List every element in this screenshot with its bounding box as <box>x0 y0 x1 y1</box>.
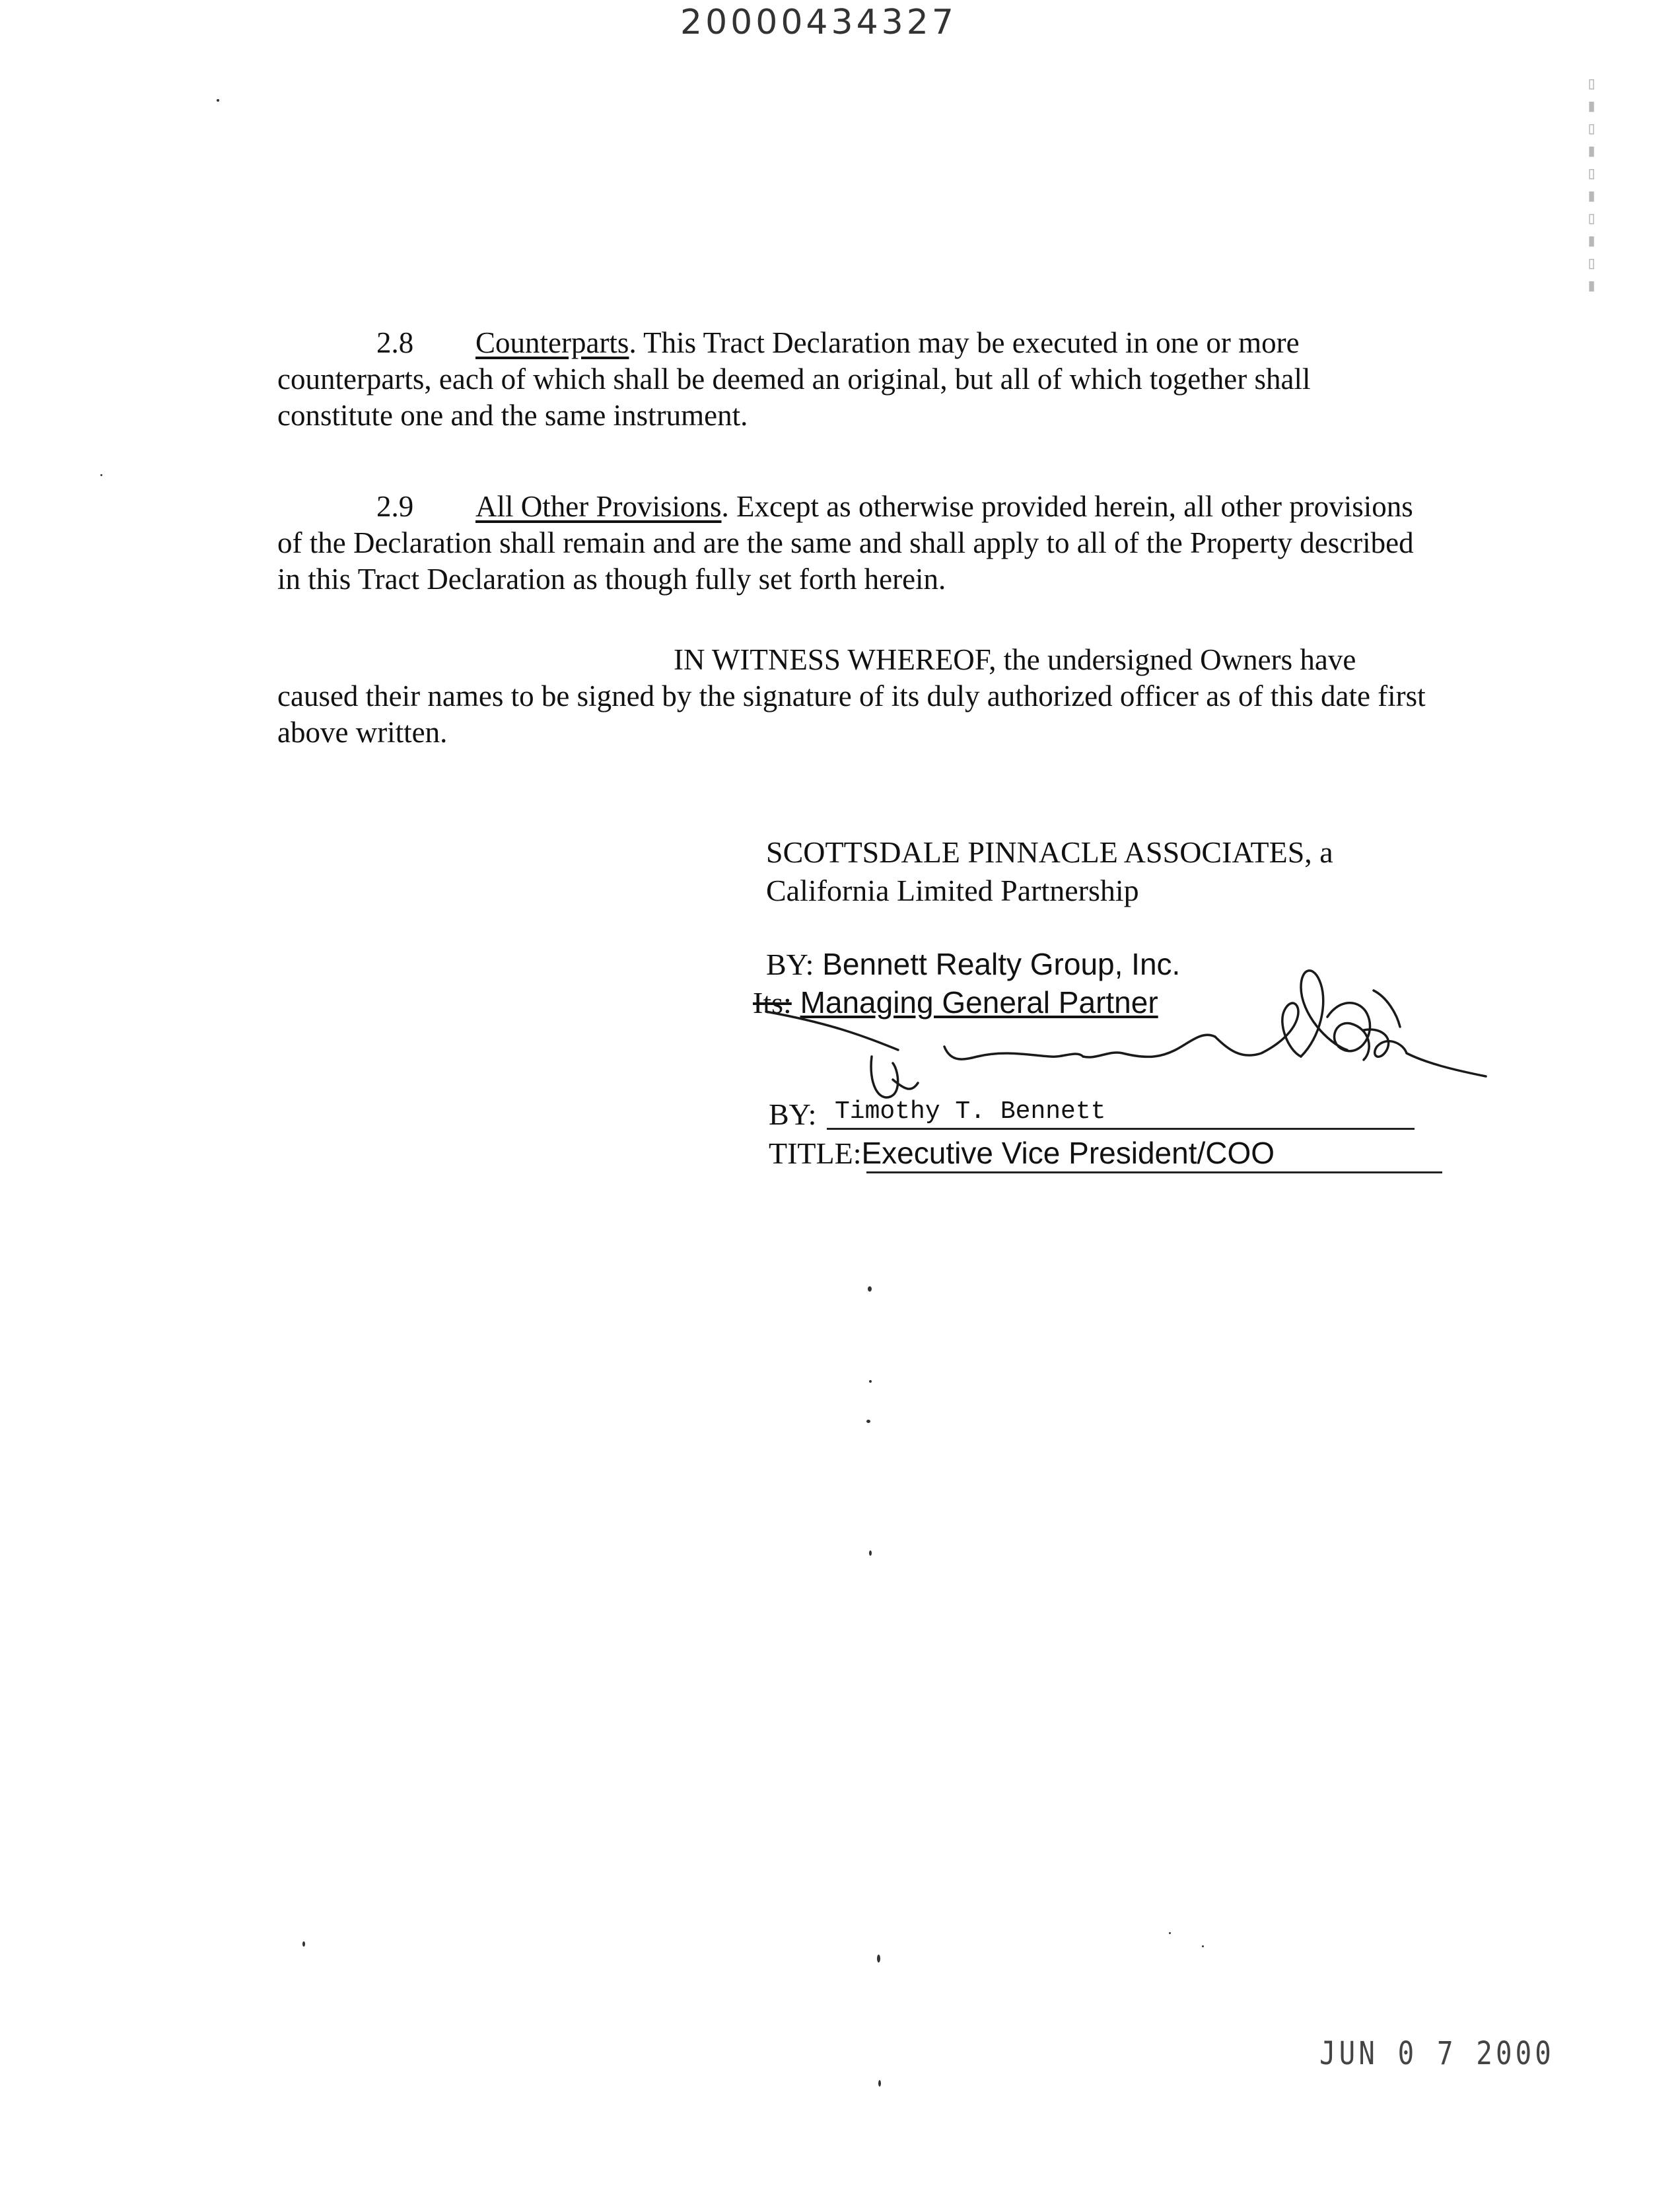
document-number: 20000434327 <box>680 3 957 42</box>
section-number: 2.9 <box>376 490 414 523</box>
section-number: 2.8 <box>376 326 414 359</box>
signer-underline <box>827 1128 1415 1130</box>
signing-entity <box>766 833 1333 910</box>
its-label: Its: <box>753 986 792 1020</box>
title-underline <box>866 1171 1442 1173</box>
scan-speck <box>878 2080 881 2087</box>
scan-speck <box>869 1380 872 1383</box>
scan-speck <box>866 1420 870 1423</box>
section-heading-punct: . <box>721 490 729 523</box>
scan-speck <box>1169 1932 1171 1934</box>
entity-type: California Limited Partnership <box>766 874 1139 907</box>
scan-speck <box>217 99 219 102</box>
signer-line <box>769 1096 1106 1133</box>
scan-speck <box>100 474 102 476</box>
signer-label: BY: <box>769 1097 817 1131</box>
by-label: BY: <box>766 948 814 981</box>
section-heading: All Other Provisions <box>475 490 722 523</box>
by-entity: Bennett Realty Group, Inc. <box>822 947 1181 981</box>
title-label: TITLE: <box>769 1136 862 1170</box>
witness-clause <box>277 642 1426 751</box>
scan-speck <box>869 1550 872 1556</box>
scan-speck <box>1202 1945 1204 1947</box>
section-heading-punct: . <box>629 326 637 359</box>
title-line <box>769 1134 1275 1172</box>
its-value: Managing General Partner <box>800 985 1158 1020</box>
received-date-stamp: JUN 0 7 2000 <box>1319 2035 1555 2072</box>
section-body: This Tract Declaration may be executed in one or more counterparts, each of which shall be deemed an original, but all of which together shall constitute one and the same instrument. <box>277 326 1311 432</box>
side-margin-stamp: ▮▯▮▯▮▯▮▯▮▯ <box>1582 73 1601 297</box>
section-heading: Counterparts <box>475 326 629 359</box>
title-value: Executive Vice President/COO <box>861 1136 1275 1170</box>
section-body: Except as otherwise provided herein, all other provisions of the Declaration shall remain and are the same and shall apply to all of the Property described in this Tract Declaration as though fully set forth herein. <box>277 490 1414 596</box>
witness-clause-text: IN WITNESS WHEREOF, the undersigned Owners have caused their names to be signed by the signature of its duly authorized officer as of this date first above written. <box>277 643 1426 749</box>
entity-name: SCOTTSDALE PINNACLE ASSOCIATES, a <box>766 835 1333 869</box>
scan-speck <box>868 1286 872 1292</box>
section-2-8 <box>277 325 1426 434</box>
scan-speck <box>302 1941 305 1947</box>
signer-name: Timothy T. Bennett <box>835 1097 1106 1126</box>
scan-speck <box>877 1955 880 1962</box>
section-2-9 <box>277 489 1426 598</box>
